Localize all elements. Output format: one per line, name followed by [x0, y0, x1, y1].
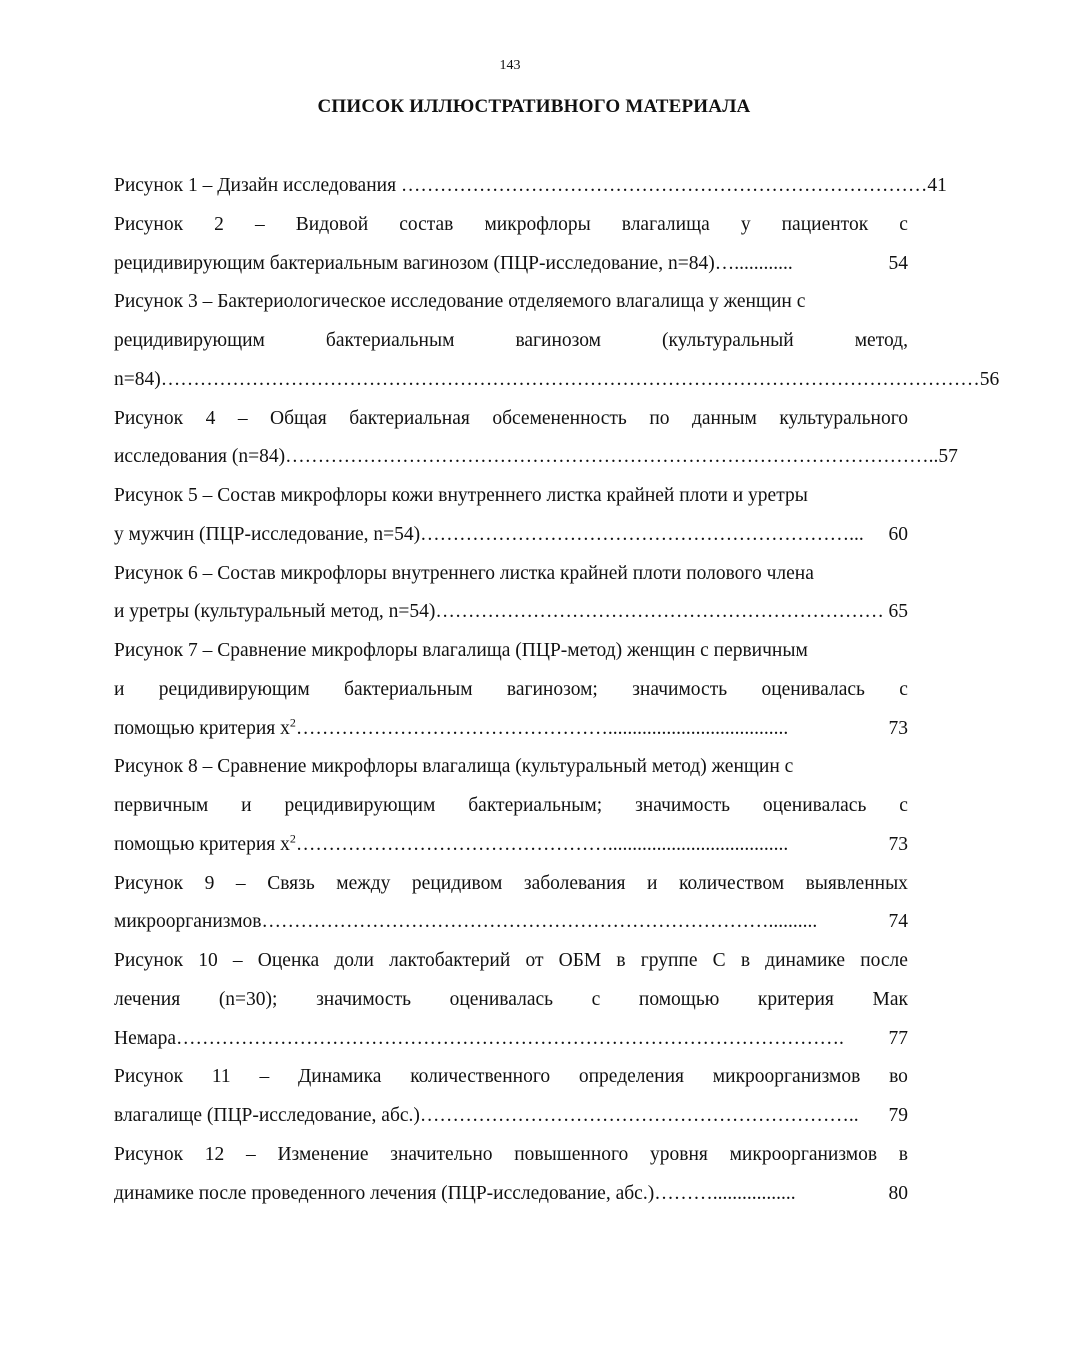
entry-word: оценивалась: [449, 988, 554, 1010]
entry-word: оценивалась: [762, 795, 867, 816]
entry-word: 11: [211, 1066, 231, 1088]
entry-word: –: [259, 1066, 270, 1088]
entry-word: пациенток: [781, 213, 869, 235]
entry-word: бактериальным: [344, 678, 473, 700]
entry-word: повышенного: [514, 1143, 629, 1165]
entry-word: и: [241, 795, 252, 816]
entry-word: доли: [334, 950, 374, 971]
entry-word: выявленных: [805, 872, 908, 894]
entry-word: 4: [205, 407, 216, 429]
entry-word: –: [254, 213, 265, 235]
page-reference: 73: [888, 833, 908, 855]
entry-text: динамике после проведенного лечения (ПЦР-исследование, абс.): [114, 1182, 655, 1204]
entry-word: Общая: [270, 407, 327, 429]
entry-line-with-page: [114, 710, 908, 749]
page-reference: 80: [888, 1182, 908, 1204]
entry-line: Рисунок 3 – Бактериологическое исследование отделяемого влагалища у женщин с: [114, 291, 806, 313]
entry-word: уровня: [650, 1143, 708, 1165]
page-reference: 54: [888, 252, 908, 274]
dot-leader: …………………………………………………………..: [419, 1105, 859, 1126]
superscript: 2: [289, 831, 296, 846]
entry-word: значимость: [635, 795, 730, 816]
entry-word: состав: [399, 213, 454, 235]
entry-word: группе: [640, 950, 698, 971]
entry-word: 9: [204, 872, 215, 894]
entry-word: вагинозом;: [506, 678, 598, 700]
list-item-figure-6: [114, 555, 908, 633]
entry-word: –: [246, 1143, 256, 1165]
dot-leader: ………………………………………………………………………………………………………………: [160, 368, 980, 390]
entry-word: данным: [691, 407, 757, 429]
entry-line-with-page: [114, 903, 908, 942]
list-item-figure-2: [114, 206, 908, 284]
entry-line-with-page: [114, 167, 947, 206]
entry-line-with-page: [114, 516, 908, 555]
dot-leader: ……….................: [654, 1182, 796, 1204]
entry-line: Рисунок 5 – Состав микрофлоры кожи внутреннего листка крайней плоти и уретры: [114, 485, 808, 506]
list-item-figure-10: [114, 942, 908, 1058]
entry-word: значимость: [316, 988, 411, 1010]
entry-text: влагалище (ПЦР-исследование, абс.): [114, 1105, 420, 1126]
entry-text: микроорганизмов: [114, 911, 262, 933]
entry-word: рецидивирующим: [114, 330, 265, 351]
entry-word: в: [898, 1143, 908, 1165]
dot-leader: ………………………………………………………………………………………..: [285, 446, 939, 468]
dot-leader: …………………………………………………………...: [420, 523, 864, 545]
entry-line: [114, 206, 908, 245]
entry-word: Изменение: [277, 1143, 369, 1165]
entry-word: (n=30);: [218, 988, 278, 1010]
entry-word: метод,: [854, 330, 908, 351]
entry-word: –: [235, 872, 246, 894]
page-number: 143: [499, 58, 521, 73]
entry-word: с: [899, 213, 908, 235]
entry-line: [114, 865, 908, 904]
page-reference: 60: [888, 523, 908, 545]
entry-word: после: [860, 950, 908, 971]
entry-line-with-page: [114, 245, 908, 284]
entry-word: динамике: [765, 950, 846, 971]
entry-line: [114, 322, 908, 361]
entry-word: между: [336, 872, 391, 894]
dot-leader: ………………………………………………………………………………………….: [176, 1027, 844, 1049]
entry-word: заболевания: [523, 872, 626, 894]
entry-word: количеством: [679, 872, 785, 894]
entry-text: рецидивирующим бактериальным вагинозом (ПЦР-исследование, n=84): [114, 252, 715, 274]
entry-word: 2: [214, 213, 224, 235]
dot-leader: ……………………………………………………………………..........: [261, 911, 818, 933]
entry-word: лактобактерий: [389, 950, 511, 971]
entry-line: Рисунок 8 – Сравнение микрофлоры влагалища (культуральный метод) женщин с: [114, 756, 794, 778]
page-reference: 56: [979, 368, 1000, 390]
list-item-figure-8: [114, 748, 908, 864]
list-item-figure-5: [114, 477, 908, 555]
entry-line-with-page: [114, 593, 908, 632]
list-item-figure-1: [114, 167, 947, 206]
list-item-figure-4: [114, 400, 958, 478]
entry-text: помощью критерия $х^2$: [114, 831, 296, 855]
entry-line-with-page: [114, 1020, 908, 1059]
entry-word: первичным: [114, 795, 209, 816]
entry-word: с: [591, 988, 601, 1010]
entry-line: [114, 942, 908, 981]
entry-word: Связь: [267, 872, 315, 894]
entry-line: [114, 400, 908, 439]
page-reference: 73: [888, 717, 908, 739]
page-reference: 77: [888, 1027, 908, 1049]
entry-word: влагалища: [621, 213, 710, 235]
page-reference: 65: [888, 601, 908, 623]
page-reference: 41: [927, 175, 947, 196]
entry-text: Рисунок 1 – Дизайн исследования: [114, 175, 401, 196]
entry-word: значимость: [632, 678, 728, 700]
dot-leader: ………………………………………….....................................: [295, 717, 789, 739]
entry-line: [114, 981, 908, 1020]
entry-word: Мак: [872, 988, 908, 1010]
entry-word: микрофлоры: [484, 213, 591, 235]
entry-word: Оценка: [257, 950, 320, 971]
entry-word: Рисунок: [114, 213, 184, 235]
entry-word: микроорганизмов: [712, 1066, 861, 1088]
entry-word: С: [712, 950, 726, 971]
entry-line-with-page: [114, 361, 1000, 400]
entry-word: Динамика: [297, 1066, 382, 1088]
entry-word: бактериальным: [325, 330, 455, 351]
entry-word: лечения: [114, 988, 181, 1010]
entry-line: [114, 1136, 908, 1175]
entry-word: критерия: [757, 988, 834, 1010]
dot-leader: ………………………………………….....................................: [295, 833, 789, 855]
entry-word: Рисунок: [114, 872, 184, 894]
page-title: СПИСОК ИЛЛЮСТРАТИВНОГО МАТЕРИАЛА: [317, 96, 751, 117]
dot-leader: …............: [714, 252, 793, 274]
entry-line-with-page: [114, 826, 908, 865]
list-item-figure-12: [114, 1136, 908, 1214]
entry-line: Рисунок 6 – Состав микрофлоры внутреннего листка крайней плоти полового члена: [114, 562, 814, 584]
entry-word: от: [525, 950, 544, 971]
dot-leader: ……………………………………………………………: [435, 601, 884, 623]
entry-word: бактериальная: [349, 407, 470, 429]
list-item-figure-3: [114, 283, 1000, 399]
dot-leader: ………………………………………………………………………: [400, 175, 928, 196]
entry-word: 12: [204, 1143, 225, 1165]
entry-word: микроорганизмов: [729, 1143, 878, 1165]
entry-word: –: [237, 407, 248, 429]
entry-word: значительно: [390, 1143, 493, 1165]
entry-word: Рисунок: [114, 950, 184, 971]
entry-word: бактериальным;: [468, 795, 603, 816]
superscript: 2: [289, 715, 296, 729]
page-reference: 57: [938, 446, 958, 468]
entry-word: по: [649, 407, 670, 429]
entry-word: и: [647, 872, 658, 894]
list-item-figure-9: [114, 865, 908, 943]
figure-list: [114, 167, 1000, 1213]
entry-line: Рисунок 7 – Сравнение микрофлоры влагалища (ПЦР-метод) женщин с первичным: [114, 640, 808, 661]
entry-word: рецидивирующим: [284, 795, 436, 816]
entry-text: и уретры (культуральный метод, n=54): [114, 601, 436, 623]
entry-word: Видовой: [295, 213, 369, 235]
entry-word: (культуральный: [662, 330, 794, 351]
entry-text: Немара: [114, 1027, 177, 1049]
entry-word: вагинозом: [515, 330, 601, 351]
entry-word: количественного: [410, 1066, 551, 1088]
entry-word: в: [740, 950, 751, 971]
entry-word: во: [889, 1066, 908, 1088]
entry-word: –: [232, 950, 243, 971]
entry-word: помощью: [638, 988, 720, 1010]
entry-word: и: [114, 678, 125, 700]
entry-word: с: [899, 795, 908, 816]
entry-line: [114, 787, 908, 826]
entry-text: исследования (n=84): [114, 446, 286, 468]
page-reference: 79: [888, 1105, 908, 1126]
page-reference: 74: [888, 911, 908, 933]
list-item-figure-11: [114, 1058, 908, 1136]
entry-line-with-page: [114, 1175, 908, 1214]
entry-word: в: [616, 950, 626, 971]
entry-line-with-page: [114, 438, 958, 477]
entry-word: культурального: [779, 407, 908, 429]
entry-word: Рисунок: [114, 1066, 184, 1088]
entry-word: 10: [198, 950, 218, 971]
entry-word: оценивалась: [761, 678, 865, 700]
entry-word: определения: [578, 1066, 685, 1088]
entry-text: n=84): [114, 368, 161, 390]
entry-word: рецидивирующим: [158, 678, 310, 700]
entry-word: Рисунок: [114, 1143, 184, 1165]
entry-text: у мужчин (ПЦР-исследование, n=54): [114, 523, 421, 545]
entry-word: ОБМ: [558, 950, 602, 971]
entry-text: помощью критерия $х^2$: [114, 715, 296, 739]
entry-word: у: [740, 213, 751, 235]
list-item-figure-7: [114, 632, 908, 748]
entry-word: с: [899, 678, 908, 700]
entry-word: рецидивом: [411, 872, 503, 894]
entry-line-with-page: [114, 1097, 908, 1136]
entry-word: Рисунок: [114, 407, 184, 429]
entry-word: обсемененность: [492, 407, 627, 429]
entry-line: [114, 671, 908, 710]
entry-line: [114, 1058, 908, 1097]
